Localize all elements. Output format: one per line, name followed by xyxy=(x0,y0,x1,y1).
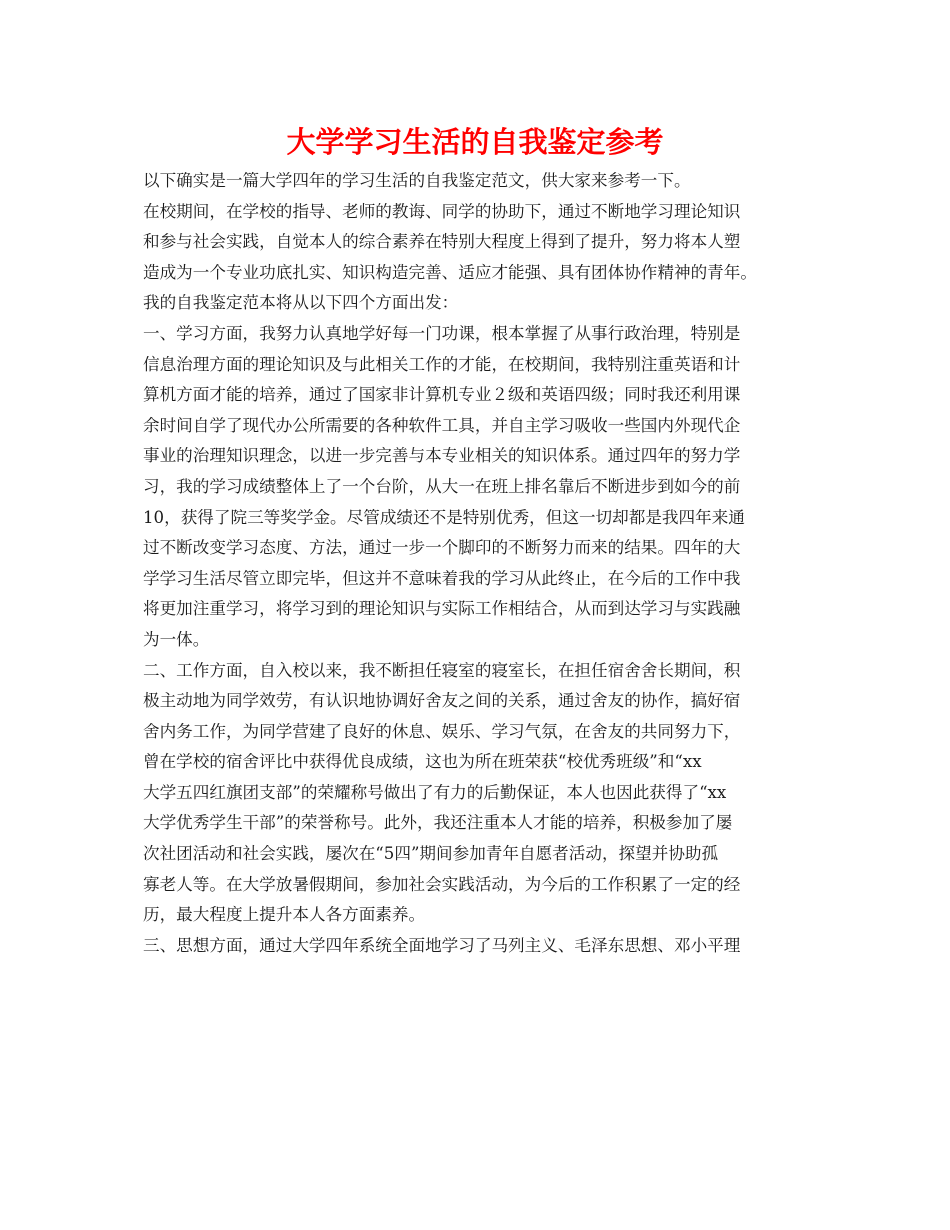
text-line: 一、学习方面，我努力认真地学好每一门功课，根本掌握了从事行政治理，特别是 xyxy=(143,323,741,343)
text-line: 过不断改变学习态度、方法，通过一步一个脚印的不断努力而来的结果。四年的大 xyxy=(143,538,741,558)
text-line: 次社团活动和社会实践，屡次在“5四”期间参加青年自愿者活动，探望并协助孤 xyxy=(143,844,719,864)
text-line: 将更加注重学习，将学习到的理论知识与实际工作相结合，从而到达学习与实践融 xyxy=(143,599,741,619)
text-line: 算机方面才能的培养，通过了国家非计算机专业２级和英语四级；同时我还利用课 xyxy=(143,385,741,405)
text-line: 信息治理方面的理论知识及与此相关工作的才能，在校期间，我特别注重英语和计 xyxy=(143,354,741,374)
document-title: 大学学习生活的自我鉴定参考 xyxy=(286,125,664,159)
text-line: 舍内务工作，为同学营建了良好的休息、娱乐、学习气氛，在舍友的共同努力下， xyxy=(143,721,741,741)
text-line: 历，最大程度上提升本人各方面素养。 xyxy=(143,905,426,925)
text-line: 三、思想方面，通过大学四年系统全面地学习了马列主义、毛泽东思想、邓小平理 xyxy=(143,935,741,955)
text-line: 10，获得了院三等奖学金。尽管成绩还不是特别优秀，但这一切却都是我四年来通 xyxy=(143,507,745,527)
text-line: 习，我的学习成绩整体上了一个台阶，从大一在班上排名靠后不断进步到如今的前 xyxy=(143,476,741,496)
text-line: 事业的治理知识理念，以进一步完善与本专业相关的知识体系。通过四年的努力学 xyxy=(143,446,741,466)
text-line: 在校期间，在学校的指导、老师的教诲、同学的协助下，通过不断地学习理论知识 xyxy=(143,201,741,221)
text-line: 曾在学校的宿舍评比中获得优良成绩，这也为所在班荣获“校优秀班级”和“xx xyxy=(143,752,702,772)
text-line: 为一体。 xyxy=(143,629,210,649)
text-line: 我的自我鉴定范本将从以下四个方面出发： xyxy=(143,293,459,313)
text-line: 寡老人等。在大学放暑假期间，参加社会实践活动，为今后的工作积累了一定的经 xyxy=(143,874,741,894)
document-body xyxy=(143,166,823,961)
text-line: 学学习生活尽管立即完毕，但这并不意味着我的学习从此终止，在今后的工作中我 xyxy=(143,568,741,588)
text-line: 造成为一个专业功底扎实、知识构造完善、适应才能强、具有团体协作精神的青年。 xyxy=(143,262,757,282)
text-line: 余时间自学了现代办公所需要的各种软件工具，并自主学习吸收一些国内外现代企 xyxy=(143,415,741,435)
text-line: 以下确实是一篇大学四年的学习生活的自我鉴定范文，供大家来参考一下。 xyxy=(143,171,691,190)
text-line: 大学五四红旗团支部”的荣耀称号做出了有力的后勤保证，本人也因此获得了“xx xyxy=(143,782,727,802)
text-line: 二、工作方面，自入校以来，我不断担任寝室的寝室长，在担任宿舍舍长期间，积 xyxy=(143,660,741,680)
text-line: 大学优秀学生干部”的荣誉称号。此外，我还注重本人才能的培养，积极参加了屡 xyxy=(143,813,733,833)
text-line: 极主动地为同学效劳，有认识地协调好舍友之间的关系，通过舍友的协作，搞好宿 xyxy=(143,691,741,711)
text-line: 和参与社会实践，自觉本人的综合素养在特别大程度上得到了提升，努力将本人塑 xyxy=(143,232,741,252)
